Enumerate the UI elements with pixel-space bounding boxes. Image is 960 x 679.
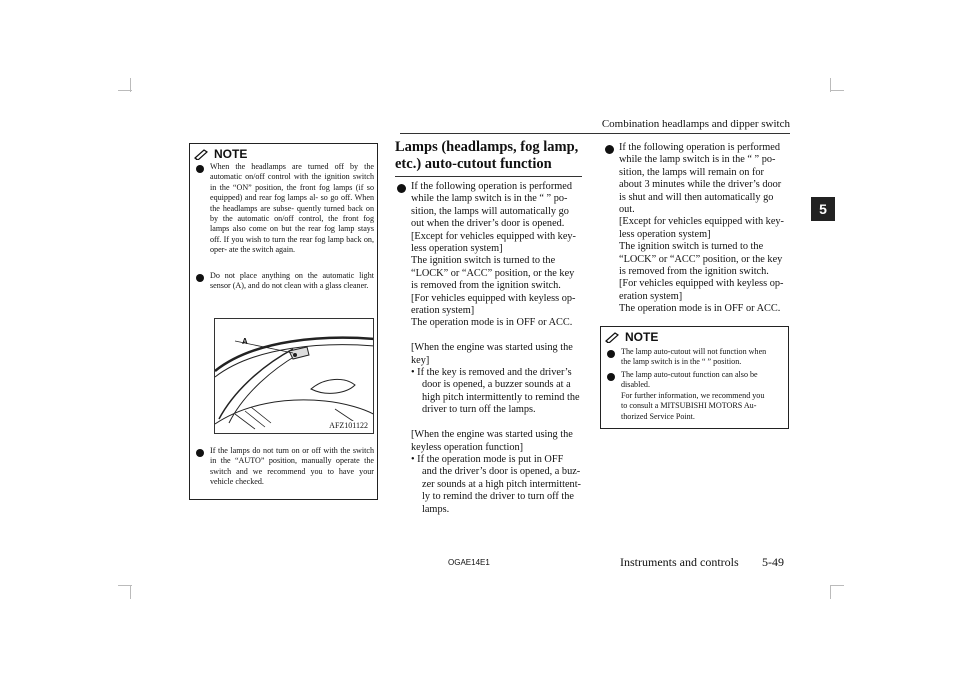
header-rule (400, 133, 790, 134)
text-line: is shut and will then automatically go (619, 191, 774, 203)
bullet-dot (607, 373, 615, 381)
text-line: If the following operation is performed (411, 181, 572, 192)
sensor-illustration (214, 318, 374, 434)
text-line: door is opened, a buzzer sounds at a (422, 379, 571, 391)
footer-section-name: Instruments and controls (620, 555, 739, 569)
text-line: • If the key is removed and the driver’s (411, 367, 572, 379)
note-bullet-2: Do not place anything on the automatic light sensor (A), and do not clean with a glass cleaner. (210, 271, 374, 291)
text-line: less operation system] (411, 243, 503, 255)
note-heading (194, 147, 247, 161)
note-label: NOTE (625, 330, 659, 344)
right-body (619, 142, 791, 316)
text-line: high pitch intermittently to remind the (422, 391, 580, 403)
text-line: zer sounds at a high pitch intermittent- (422, 478, 581, 490)
note-pencil-icon (194, 148, 210, 160)
running-header: Combination headlamps and dipper switch (601, 118, 790, 130)
text-line: “LOCK” or “ACC” position, or the key (411, 267, 575, 279)
text-line: lamps. (422, 503, 450, 515)
text-line: key] (411, 354, 430, 366)
page-number: 5-49 (762, 555, 784, 569)
text-line: keyless operation function] (411, 441, 524, 453)
bullet-dot (605, 145, 614, 154)
text-line: [When the engine was started using the (411, 429, 573, 441)
note-bullet-1: When the headlamps are turned off by the automatic on/off control with the ignition switch in the “ON” position, the front fog lamps (if so equipped) and rear fog lamps al- so go off. When the headlamps are subse- quently turned back on by the automatic on/off control, the front fog lamps also come on but the rear fog lamp stays off. If you wish to turn the rear fog lamp back on, oper- ate the switch again. (210, 162, 374, 255)
text-line: and the driver’s door is opened, a buz- (422, 466, 581, 478)
text-line: ly to remind the driver to turn off the (422, 491, 574, 503)
right-note-box (600, 326, 789, 429)
note-heading (605, 330, 658, 344)
note-label: NOTE (214, 147, 248, 161)
bullet-dot (196, 274, 204, 282)
text-line: is removed from the ignition switch. (411, 280, 561, 292)
blank-line (411, 330, 586, 342)
section-title-line-2: etc.) auto-cutout function (395, 156, 552, 172)
text-line: If the following operation is performed (619, 142, 780, 153)
text-line: [When the engine was started using the (411, 342, 573, 354)
text-line: less operation system] (619, 228, 711, 240)
note-bullet-2: The lamp auto-cutout function can also be disabled. For further information, we recommend you to consult a MITSUBISHI MOTORS Au- thorized Service Point. (621, 370, 765, 421)
text-line: [For vehicles equipped with keyless op- (619, 278, 784, 290)
text-line: is removed from the ignition switch. (619, 266, 769, 278)
text-line: eration system] (619, 290, 683, 302)
figure-marker-a: A (242, 337, 248, 346)
bullet-dot (196, 449, 204, 457)
bullet-dot (397, 184, 406, 193)
left-note-box (189, 143, 378, 500)
note-bullet-3: If the lamps do not turn on or off with the switch in the “AUTO” position, manually operate the switch and we recommend you to have your vehicle checked. (210, 446, 374, 487)
text-line: driver to turn off the lamps. (422, 404, 536, 416)
section-title-rule (395, 176, 582, 177)
text-line: [Except for vehicles equipped with key- (411, 230, 576, 242)
text-line: while the lamp switch is in the “ ” po- (619, 154, 776, 166)
blank-line (411, 417, 586, 429)
text-line: eration system] (411, 305, 475, 317)
note-pencil-icon (605, 331, 621, 343)
figure-code: AFZ101122 (329, 421, 368, 430)
text-line: The operation mode is in OFF or ACC. (411, 317, 573, 329)
text-line: • If the operation mode is put in OFF (411, 453, 564, 465)
section-body (411, 181, 586, 516)
chapter-tab: 5 (811, 197, 835, 221)
text-line: [For vehicles equipped with keyless op- (411, 292, 576, 304)
text-line: The operation mode is in OFF or ACC. (619, 303, 781, 315)
text-line: “LOCK” or “ACC” position, or the key (619, 253, 783, 265)
text-line: out. (619, 204, 635, 216)
note-bullet-1: The lamp auto-cutout will not function when the lamp switch is in the “ ” position. (621, 347, 767, 367)
bullet-dot (607, 350, 615, 358)
text-line: The ignition switch is turned to the (619, 241, 764, 253)
text-line: while the lamp switch is in the “ ” po- (411, 193, 568, 205)
text-line: out when the driver’s door is opened. (411, 218, 565, 230)
document-code: OGAE14E1 (448, 558, 490, 567)
windshield-drawing (215, 319, 374, 434)
bullet-dot (196, 165, 204, 173)
text-line: [Except for vehicles equipped with key- (619, 216, 784, 228)
text-line: The ignition switch is turned to the (411, 255, 556, 267)
section-title-line-1: Lamps (headlamps, fog lamp, (395, 139, 579, 155)
text-line: sition, the lamps will automatically go (411, 205, 569, 217)
text-line: sition, the lamps will remain on for (619, 166, 764, 178)
text-line: about 3 minutes while the driver’s door (619, 179, 782, 191)
